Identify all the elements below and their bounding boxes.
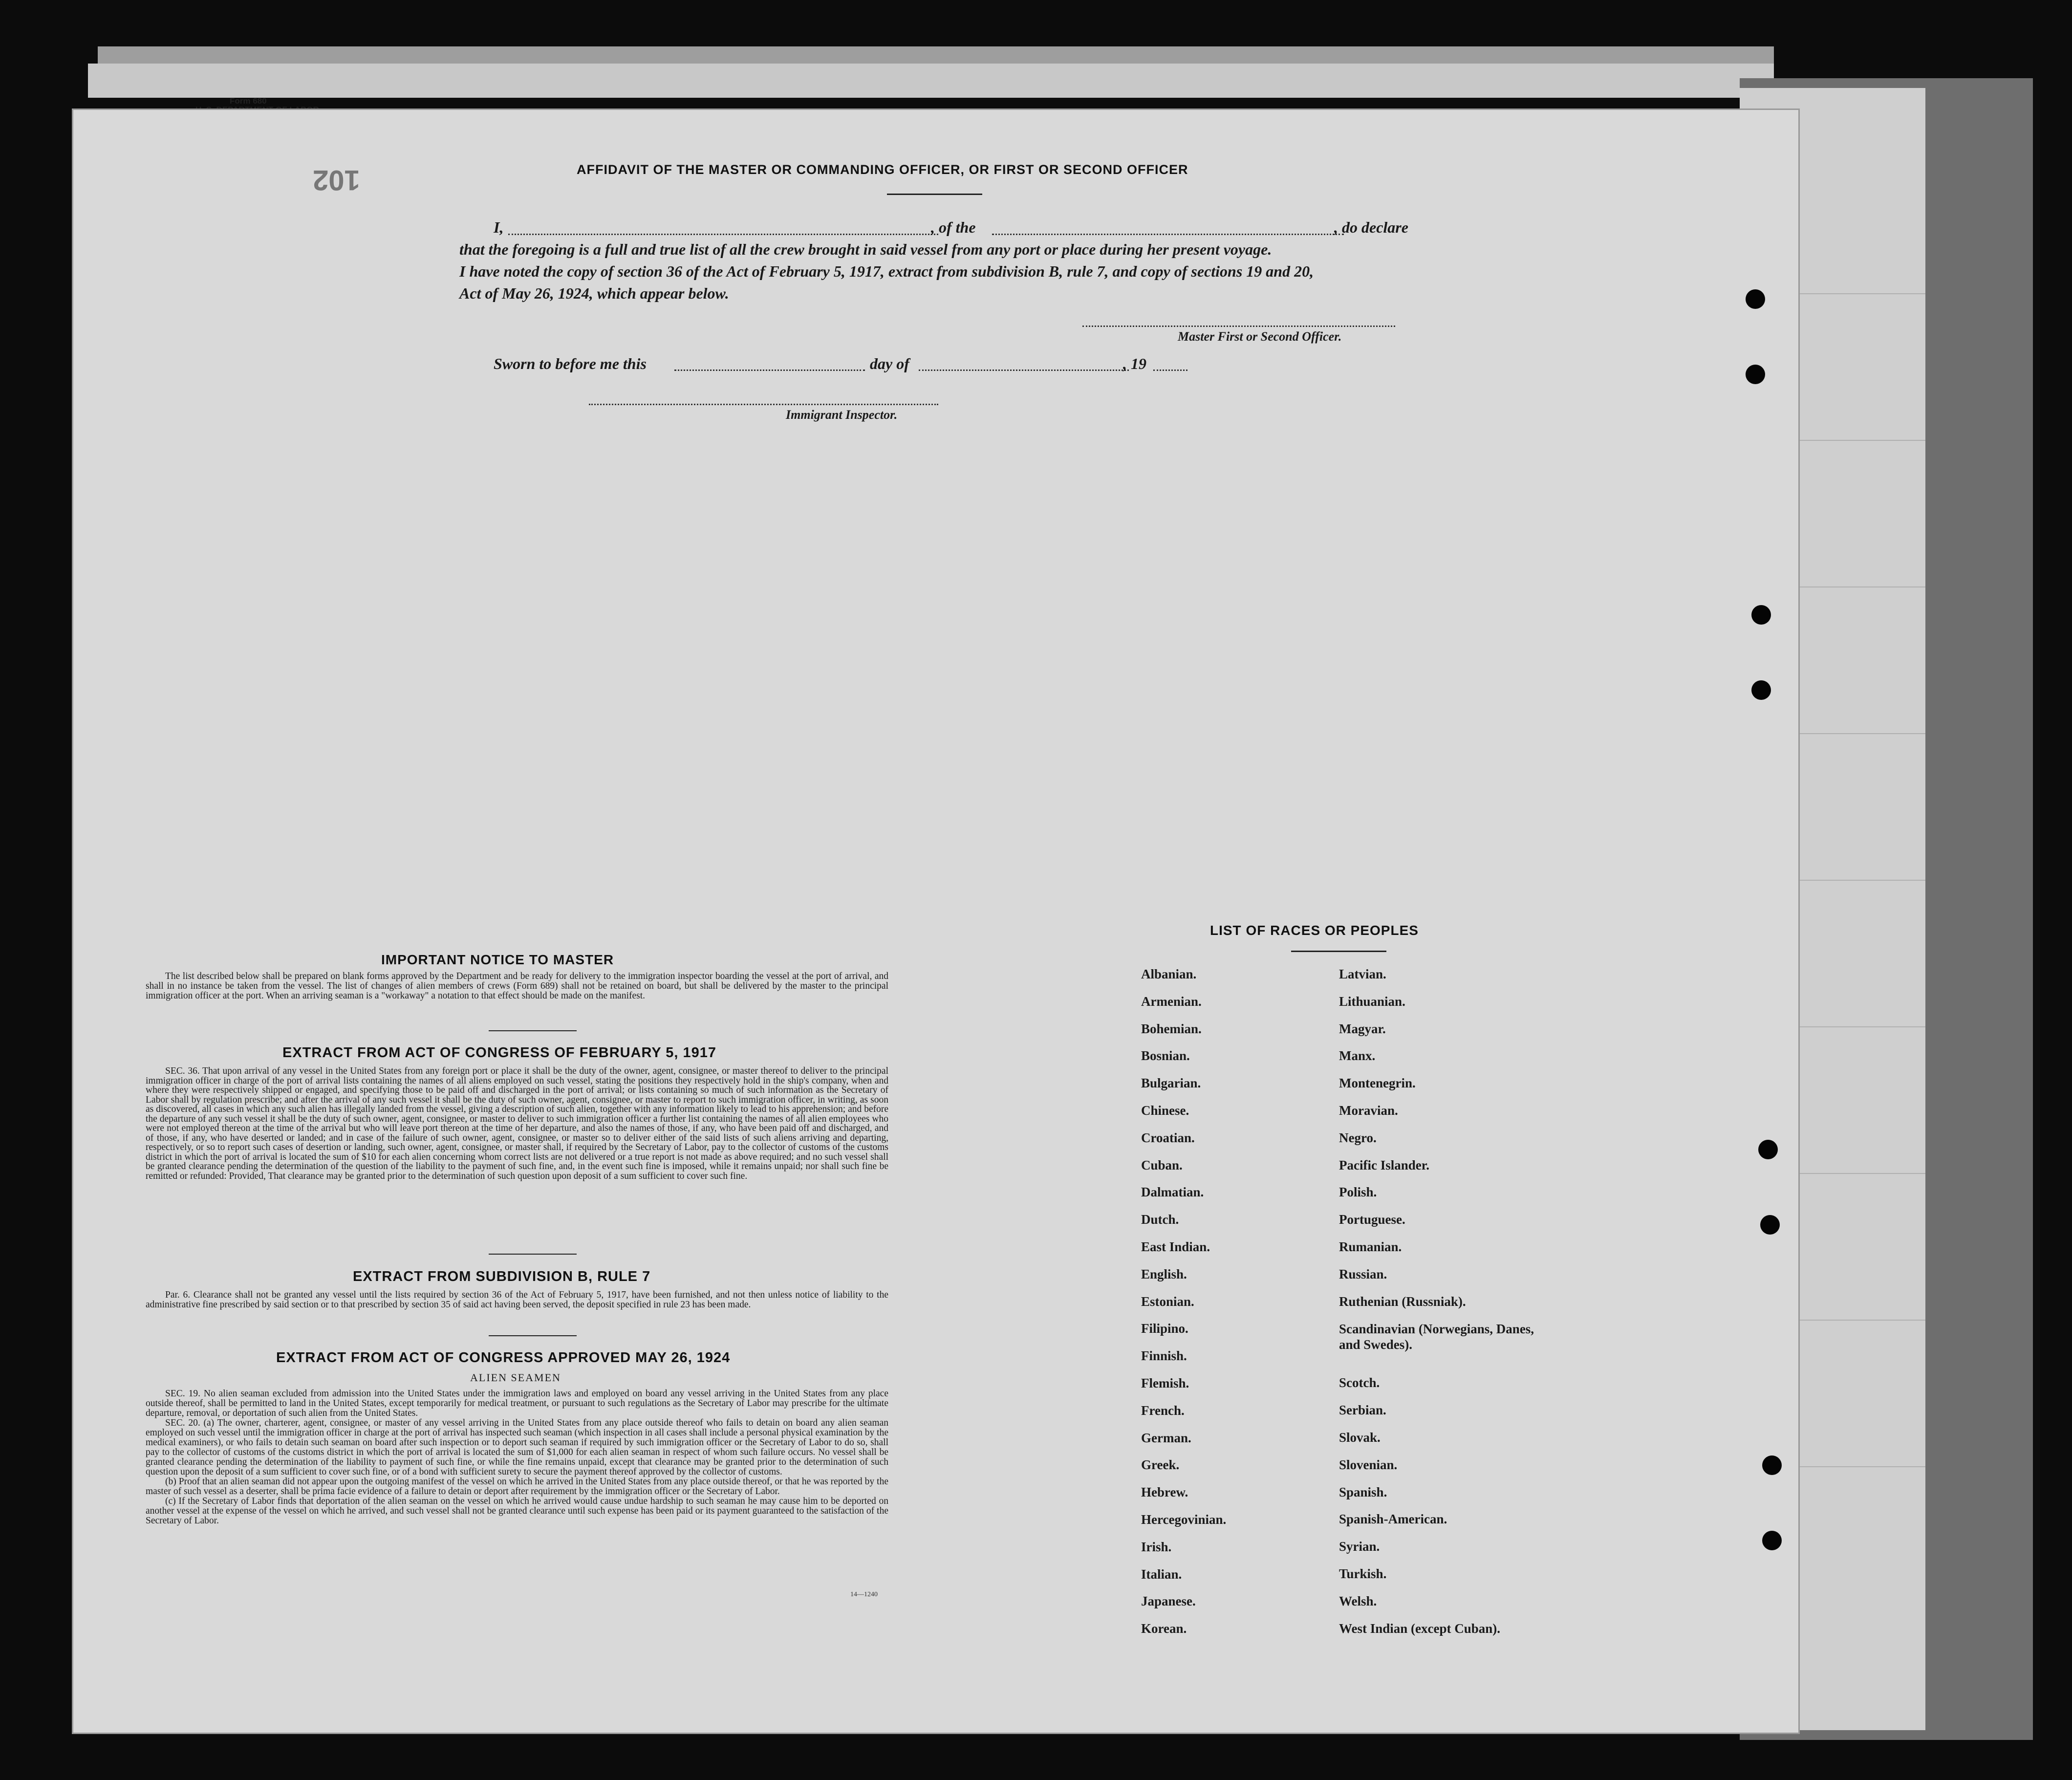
races-title: LIST OF RACES OR PEOPLES xyxy=(1210,923,1419,938)
race-item: Welsh. xyxy=(1339,1593,1377,1608)
race-item: French. xyxy=(1141,1403,1185,1418)
race-item: Spanish-American. xyxy=(1339,1512,1447,1527)
punch-hole xyxy=(1762,1455,1782,1475)
extract-rule7-text: Par. 6. Clearance shall not be granted any vessel until the lists required by section 36 of the Act of February 5, 1917, have been furnished, and not then unless notice of liability to the administrative fine prescribed by said section or to that prescribed by section 35 of said act having been served, the deposit specified in rule 23 has been made. xyxy=(146,1290,888,1310)
race-item: Ruthenian (Russniak). xyxy=(1339,1294,1466,1309)
extract-1917-text: SEC. 36. That upon arrival of any vessel in the United States from any foreign port or place it shall be the duty of the owner, agent, consignee, or master thereof to deliver to the principal immigration officer in charge of the port of arrival lists containing the names of all aliens employed on such vessel, stating the positions they respectively hold in the ship's company, when and where they were respectively shipped or engaged, and specifying those to be paid off and discharged in the port of arrival; or lists containing so much of such information as the Secretary of Labor shall by regulation prescribe; and after the arrival of any such vessel it shall be the duty of such owner, agent, consignee, or master to report to such immigration officer, in writing, as soon as discovered, all cases in which any such alien has illegally landed from the vessel, giving a description of such alien, together with any information likely to lead to his apprehension; and before the departure of any such vessel it shall be the duty of such owner, agent, consignee, or master to deliver to such immigration officer a further list containing the names of all alien employees who were not employed thereon at the time of the arrival but who will leave port thereon at the time of her departure, and also the names of those, if any, who have been paid off and discharged, and of those, if any, who have deserted or landed; and in case of the failure of such owner, agent, consignee, or master so to deliver either of the said lists of such aliens arriving and departing, respectively, or so to report such cases of desertion or landing, such owner, agent, consignee, or master shall, if required by the Secretary of Labor, pay to the collector of customs of the customs district in which the port of arrival is located the sum of $10 for each alien concerning whom correct lists are not delivered or a true report is not made as above required; and no such vessel shall be granted clearance pending the determination of the question of the liability to the payment of such fine, and, in the event such fine is imposed, while it remains unpaid; nor shall such fine be remitted or refunded: Provided, That clearance may be granted prior to the determination of such question upon deposit of a sum sufficient to cover such fine. xyxy=(146,1066,888,1181)
race-item: Hebrew. xyxy=(1141,1485,1188,1500)
race-item: West Indian (except Cuban). xyxy=(1339,1621,1501,1636)
race-item: Slovenian. xyxy=(1339,1457,1398,1472)
extract-1924-title: EXTRACT FROM ACT OF CONGRESS APPROVED MAY 26, 1924 xyxy=(276,1350,731,1366)
race-item: English. xyxy=(1141,1266,1187,1281)
race-item: Cuban. xyxy=(1141,1157,1183,1172)
affidavit-line1-i: I, xyxy=(494,218,504,236)
race-item: Pacific Islander. xyxy=(1339,1157,1429,1172)
race-item: Bulgarian. xyxy=(1141,1076,1201,1091)
affidavit-line3: I have noted the copy of section 36 of the Act of February 5, 1917, extract from subdivision B, rule 7, and copy of sections 19 and 20, xyxy=(459,262,1314,280)
race-item: Manx. xyxy=(1339,1048,1376,1064)
affidavit-title: AFFIDAVIT OF THE MASTER OR COMMANDING OFFICER, OR FIRST OR SECOND OFFICER xyxy=(577,162,1188,177)
race-item: Estonian. xyxy=(1141,1294,1194,1309)
race-item: Bohemian. xyxy=(1141,1021,1202,1036)
signature-line xyxy=(1082,326,1395,327)
page-stamp: 102 xyxy=(313,164,360,196)
race-item: Montenegrin. xyxy=(1339,1076,1416,1091)
section-19: SEC. 19. No alien seaman excluded from admission into the United States under the immigration laws and employed on board any vessel arriving in the United States from any place outside thereof, shall be permitted to land in the United States, except temporarily for medical treatment, or pursuant to such regulations as the Secretary of Labor may prescribe for the ultimate departure, removal, or deportation of such alien from the United States. xyxy=(146,1389,888,1418)
punch-hole xyxy=(1751,680,1771,700)
race-item: Hercegovinian. xyxy=(1141,1512,1227,1527)
race-item: Irish. xyxy=(1141,1539,1172,1554)
race-item: Finnish. xyxy=(1141,1348,1187,1364)
race-item: Chinese. xyxy=(1141,1103,1189,1118)
race-item: Bosnian. xyxy=(1141,1048,1190,1064)
race-item: Flemish. xyxy=(1141,1375,1189,1390)
signature-label: Master First or Second Officer. xyxy=(1178,329,1342,344)
race-item: Korean. xyxy=(1141,1621,1187,1636)
race-item: Japanese. xyxy=(1141,1594,1196,1609)
race-item: Portuguese. xyxy=(1339,1212,1405,1227)
race-item: Armenian. xyxy=(1141,994,1202,1009)
background-sheet-top xyxy=(98,46,1774,66)
race-item: Rumanian. xyxy=(1339,1239,1402,1254)
notice-rule xyxy=(489,1030,577,1031)
race-item: Scandinavian (Norwegians, Danes, and Swedes). xyxy=(1339,1322,1534,1352)
race-item: Turkish. xyxy=(1339,1566,1387,1581)
punch-hole xyxy=(1746,289,1765,309)
race-item: Negro. xyxy=(1339,1130,1377,1145)
race-item: Scotch. xyxy=(1339,1375,1380,1390)
races-column-1 xyxy=(1141,967,1226,1649)
races-title-rule xyxy=(1291,951,1386,952)
race-item: Filipino. xyxy=(1141,1321,1188,1336)
race-item: Greek. xyxy=(1141,1457,1180,1473)
punch-hole xyxy=(1760,1215,1780,1235)
race-item: Italian. xyxy=(1141,1566,1182,1582)
section-20b: (b) Proof that an alien seaman did not appear upon the outgoing manifest of the vessel on which he arrived in the United States from any place outside thereof, or that he was reported by the master of such vessel as a deserter, shall be prima facie evidence of a failure to detain or deport after requirement by the immigration officer or the Secretary of Labor. xyxy=(146,1476,888,1497)
extract-1924-text xyxy=(146,1389,888,1526)
punch-hole xyxy=(1746,365,1765,384)
inspector-label: Immigrant Inspector. xyxy=(786,408,898,422)
affidavit-title-rule xyxy=(887,194,982,195)
race-item: Dalmatian. xyxy=(1141,1185,1204,1200)
race-item: East Indian. xyxy=(1141,1239,1210,1254)
inspector-signature-line xyxy=(589,404,938,405)
punch-hole xyxy=(1751,605,1771,625)
sworn-year: , 19 xyxy=(1123,355,1146,372)
race-item: Magyar. xyxy=(1339,1021,1386,1036)
sworn-day-of: day of xyxy=(870,355,909,372)
section-20c: (c) If the Secretary of Labor finds that deportation of the alien seaman on the vessel on which he arrived would cause undue hardship to such seaman he may cause him to be deported on another vessel at the expense of the vessel on which he arrived, and such vessel shall not be granted clearance until such expense has been paid or its payment guaranteed to the satisfaction of the Secretary of Labor. xyxy=(146,1496,888,1526)
extract-1917-rule xyxy=(489,1254,577,1255)
extract-rule7-rule xyxy=(489,1335,577,1336)
extract-1924-subtitle: ALIEN SEAMEN xyxy=(470,1371,561,1384)
affidavit-line4: Act of May 26, 1924, which appear below. xyxy=(459,284,729,302)
race-item: Latvian. xyxy=(1339,967,1386,981)
race-item: Polish. xyxy=(1339,1185,1377,1200)
notice-title: IMPORTANT NOTICE TO MASTER xyxy=(381,952,614,967)
race-item: Russian. xyxy=(1339,1266,1387,1281)
print-code: 14—1240 xyxy=(850,1591,878,1598)
section-20a: SEC. 20. (a) The owner, charterer, agent, consignee, or master of any vessel arriving in the United States from any place outside thereof who fails to detain on board any alien seaman employed on such vessel until the immigration officer in charge at the port of arrival has inspected such seaman (which inspection in all cases shall include a personal physical examination by the medical examiners), or who fails to detain such seaman on board after such inspection or to deport such seaman if required by such immigration officer or the Secretary of Labor to do so, shall pay to the collector of customs of the customs district in which the port of arrival is located the sum of $1,000 for each alien seaman in respect of whom such failure occurs. No vessel shall be granted clearance pending the determination of the liability to payment of such fine, or while the fine remains unpaid, except that clearance may be granted prior to the determination of such question upon the deposit of a sum sufficient to cover such fine, or of a bond with sufficient surety to secure the payment thereof approved by the collector of customs. xyxy=(146,1418,888,1477)
sworn-text: Sworn to before me this xyxy=(494,355,647,372)
extract-rule7-title: EXTRACT FROM SUBDIVISION B, RULE 7 xyxy=(353,1269,651,1284)
affidavit-line1-declare: , do declare xyxy=(1334,218,1408,236)
punch-hole xyxy=(1758,1140,1778,1159)
race-item: Albanian. xyxy=(1141,967,1197,981)
notice-text: The list described below shall be prepared on blank forms approved by the Department and be ready for delivery to the immigration inspector boarding the vessel at the port of arrival, and shall in no instance be taken from the vessel. The list of changes of alien members of crews (Form 689) shall not be retained on board, but shall be delivered by the master to the principal immigration officer at the port. When an arriving seaman is a "workaway" a notation to that effect should be made on the manifest. xyxy=(146,971,888,1001)
race-item: German. xyxy=(1141,1430,1191,1445)
race-item: Spanish. xyxy=(1339,1484,1387,1499)
race-item: Syrian. xyxy=(1339,1539,1380,1554)
punch-hole xyxy=(1762,1531,1782,1550)
background-sheet-mid xyxy=(88,64,1774,98)
form-number: Form 680 xyxy=(230,96,267,106)
race-item: Serbian. xyxy=(1339,1403,1386,1418)
affidavit-line1-of-the: , of the xyxy=(931,218,976,236)
affidavit-line2: that the foregoing is a full and true list of all the crew brought in said vessel from any port or place during her present voyage. xyxy=(459,240,1272,258)
race-item: Slovak. xyxy=(1339,1430,1381,1445)
race-item: Moravian. xyxy=(1339,1103,1398,1118)
extract-1917-title: EXTRACT FROM ACT OF CONGRESS OF FEBRUARY 5, 1917 xyxy=(282,1045,717,1061)
race-item: Croatian. xyxy=(1141,1130,1195,1145)
race-item: Dutch. xyxy=(1141,1212,1179,1227)
race-item: Lithuanian. xyxy=(1339,994,1405,1009)
races-column-2 xyxy=(1339,967,1544,1648)
